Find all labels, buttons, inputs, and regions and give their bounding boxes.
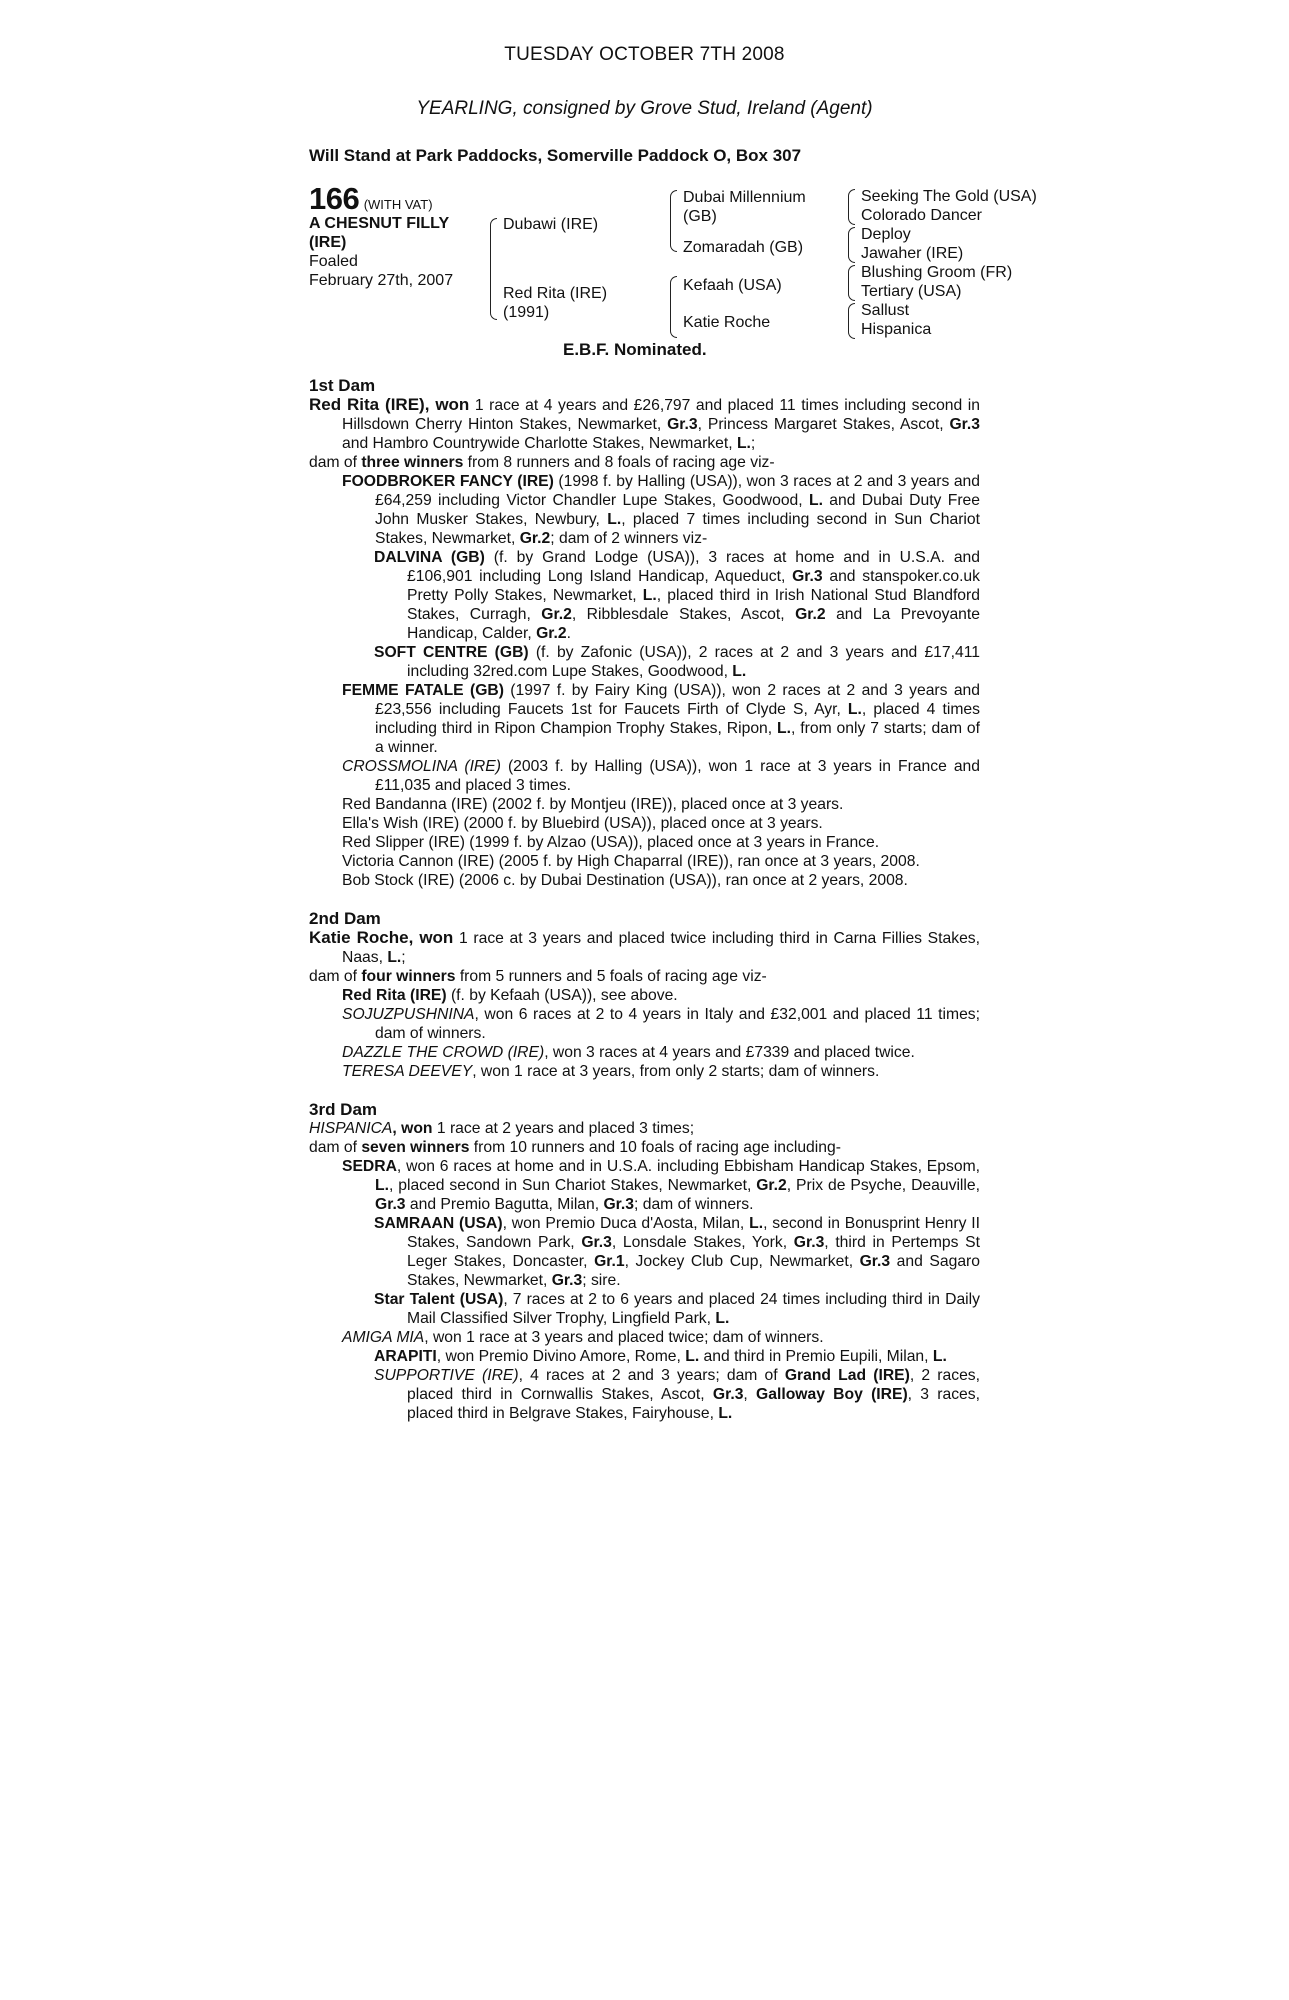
vat-note: (WITH VAT) [363, 197, 433, 212]
second-dam-heading: 2nd Dam [309, 909, 381, 928]
lot-number: 166 [309, 181, 360, 216]
pedigree-gen3-7: Sallust [861, 302, 910, 319]
foaled-label: Foaled [309, 253, 358, 270]
produce-red-bandanna: Red Bandanna (IRE) (2002 f. by Montjeu (IRE)), placed once at 3 years. [342, 796, 844, 813]
produce-arapiti: ARAPITI, won Premio Divino Amore, Rome, L. and third in Premio Eupili, Milan, L. [374, 1348, 947, 1365]
produce-sojuzpushnina: SOJUZPUSHNINA, won 6 races at 2 to 4 years in Italy and £32,001 and placed 11 times; dam of winners. [342, 1006, 980, 1042]
produce-foodbroker-fancy: FOODBROKER FANCY (IRE) (1998 f. by Halling (USA)), won 3 races at 2 and 3 years and £64,259 including Victor Chandler Lupe Stakes, Goodwood, L. and Dubai Duty Free John Musker Stakes, Newbury, L., placed 7 times including second in Sun Chariot Stakes, Newmarket, Gr.2; dam of 2 winners viz- [342, 473, 980, 547]
produce-red-slipper: Red Slipper (IRE) (1999 f. by Alzao (USA)), placed once at 3 years in France. [342, 834, 880, 851]
third-dam-heading: 3rd Dam [309, 1100, 378, 1119]
produce-dazzle-the-crowd: DAZZLE THE CROWD (IRE), won 3 races at 4 years and £7339 and placed twice. [342, 1044, 915, 1061]
pedigree-gen3-5: Blushing Groom (FR) [861, 264, 1013, 281]
pedigree-sire-dam: Zomaradah (GB) [683, 239, 804, 256]
foaled-date: February 27th, 2007 [309, 272, 454, 289]
third-dam-produce: dam of seven winners from 10 runners and 10 foals of racing age including- [309, 1139, 841, 1156]
second-dam-record: Katie Roche, won 1 race at 3 years and placed twice including third in Carna Fillies Stakes, Naas, L.; [309, 928, 980, 966]
pedigree-brace-sire [670, 190, 677, 252]
pedigree-brace-g3b [848, 227, 855, 263]
produce-samraan: SAMRAAN (USA), won Premio Duca d'Aosta, Milan, L., second in Bonusprint Henry II Stakes, Sandown Park, Gr.3, Lonsdale Stakes, York, Gr.3, third in Pertemps St Leger Stakes, Doncaster, Gr.1, Jockey Club Cup, Newmarket, Gr.3 and Sagaro Stakes, Newmarket, Gr.3; sire. [374, 1215, 980, 1289]
pedigree-gen3-3: Deploy [861, 226, 911, 243]
pedigree-brace-g3c [848, 265, 855, 301]
third-dam-record: HISPANICA, won 1 race at 2 years and placed 3 times; [309, 1120, 695, 1137]
produce-dalvina: DALVINA (GB) (f. by Grand Lodge (USA)), 3 races at home and in U.S.A. and £106,901 including Long Island Handicap, Aqueduct, Gr.3 and stanspoker.co.uk Pretty Polly Stakes, Newmarket, L., placed third in Irish National Stud Blandford Stakes, Curragh, Gr.2, Ribblesdale Stakes, Ascot, Gr.2 and La Prevoyante Handicap, Calder, Gr.2. [374, 549, 981, 642]
pedigree-gen3-8: Hispanica [861, 321, 932, 338]
pedigree-brace-g3a [848, 189, 855, 225]
pedigree-brace-dam [670, 276, 677, 338]
produce-soft-centre: SOFT CENTRE (GB) (f. by Zafonic (USA)), 2 races at 2 and 3 years and £17,411 including 32red.com Lupe Stakes, Goodwood, L. [374, 644, 980, 680]
pedigree-sire: Dubawi (IRE) [503, 216, 599, 233]
lot-block [309, 181, 454, 290]
pedigree-dam-sire: Kefaah (USA) [683, 277, 782, 294]
pedigree-gen3-4: Jawaher (IRE) [861, 245, 964, 262]
first-dam-record: Red Rita (IRE), won 1 race at 4 years and £26,797 and placed 11 times including second in Hillsdown Cherry Hinton Stakes, Newmarket, Gr.3, Princess Margaret Stakes, Ascot, Gr.3 and Hambro Countrywide Charlotte Stakes, Newmarket, L.; [309, 395, 980, 452]
pedigree-dam: Red Rita (IRE) [503, 285, 608, 302]
produce-ellas-wish: Ella's Wish (IRE) (2000 f. by Bluebird (USA)), placed once at 3 years. [342, 815, 823, 832]
pedigree-gen3-6: Tertiary (USA) [861, 283, 962, 300]
pedigree-brace-g3d [848, 303, 855, 339]
produce-crossmolina: CROSSMOLINA (IRE) (2003 f. by Halling (USA)), won 1 race at 3 years in France and £11,035 and placed 3 times. [342, 758, 980, 794]
produce-red-rita: Red Rita (IRE) (f. by Kefaah (USA)), see above. [342, 987, 678, 1004]
pedigree-dam-year: (1991) [503, 304, 550, 321]
produce-star-talent: Star Talent (USA), 7 races at 2 to 6 years and placed 24 times including third in Daily Mail Classified Silver Trophy, Lingfield Park, L. [374, 1291, 980, 1327]
ebf-nominated: E.B.F. Nominated. [563, 340, 707, 359]
pedigree-gen3-1: Seeking The Gold (USA) [861, 188, 1037, 205]
pedigree-sire-sire: Dubai Millennium [683, 189, 806, 206]
produce-teresa-deevey: TERESA DEEVEY, won 1 race at 3 years, from only 2 starts; dam of winners. [342, 1063, 880, 1080]
pedigree-sire-sire-country: (GB) [683, 208, 717, 225]
first-dam-heading: 1st Dam [309, 376, 376, 395]
pedigree-notes [309, 376, 980, 1423]
consignment-line: YEARLING, consigned by Grove Stud, Ireland (Agent) [416, 98, 873, 119]
produce-amiga-mia: AMIGA MIA, won 1 race at 3 years and placed twice; dam of winners. [342, 1329, 824, 1346]
produce-sedra: SEDRA, won 6 races at home and in U.S.A. including Ebbisham Handicap Stakes, Epsom, L., placed second in Sun Chariot Stakes, Newmarket, Gr.2, Prix de Psyche, Deauville, Gr.3 and Premio Bagutta, Milan, Gr.3; dam of winners. [342, 1158, 980, 1213]
lot-description: A CHESNUT FILLY [309, 215, 450, 232]
produce-bob-stock: Bob Stock (IRE) (2006 c. by Dubai Destination (USA)), ran once at 2 years, 2008. [342, 872, 908, 889]
second-dam-produce: dam of four winners from 5 runners and 5 foals of racing age viz- [309, 968, 767, 985]
produce-supportive: SUPPORTIVE (IRE), 4 races at 2 and 3 years; dam of Grand Lad (IRE), 2 races, placed third in Cornwallis Stakes, Ascot, Gr.3, Galloway Boy (IRE), 3 races, placed third in Belgrave Stakes, Fairyhouse, L. [374, 1367, 980, 1422]
pedigree-gen3-2: Colorado Dancer [861, 207, 982, 224]
pedigree-dam-dam: Katie Roche [683, 314, 771, 331]
lot-description-country: (IRE) [309, 234, 347, 251]
first-dam-produce: dam of three winners from 8 runners and 8 foals of racing age viz- [309, 454, 775, 471]
produce-femme-fatale: FEMME FATALE (GB) (1997 f. by Fairy King (USA)), won 2 races at 2 and 3 years and £23,556 including Faucets 1st for Faucets Firth of Clyde S, Ayr, L., placed 4 times including third in Ripon Champion Trophy Stakes, Ripon, L., from only 7 starts; dam of a winner. [342, 682, 981, 756]
sale-date: TUESDAY OCTOBER 7TH 2008 [504, 44, 785, 65]
produce-victoria-cannon: Victoria Cannon (IRE) (2005 f. by High Chaparral (IRE)), ran once at 3 years, 2008. [342, 853, 920, 870]
pedigree-brace-gen1 [490, 218, 497, 320]
stand-location: Will Stand at Park Paddocks, Somerville Paddock O, Box 307 [309, 146, 802, 165]
